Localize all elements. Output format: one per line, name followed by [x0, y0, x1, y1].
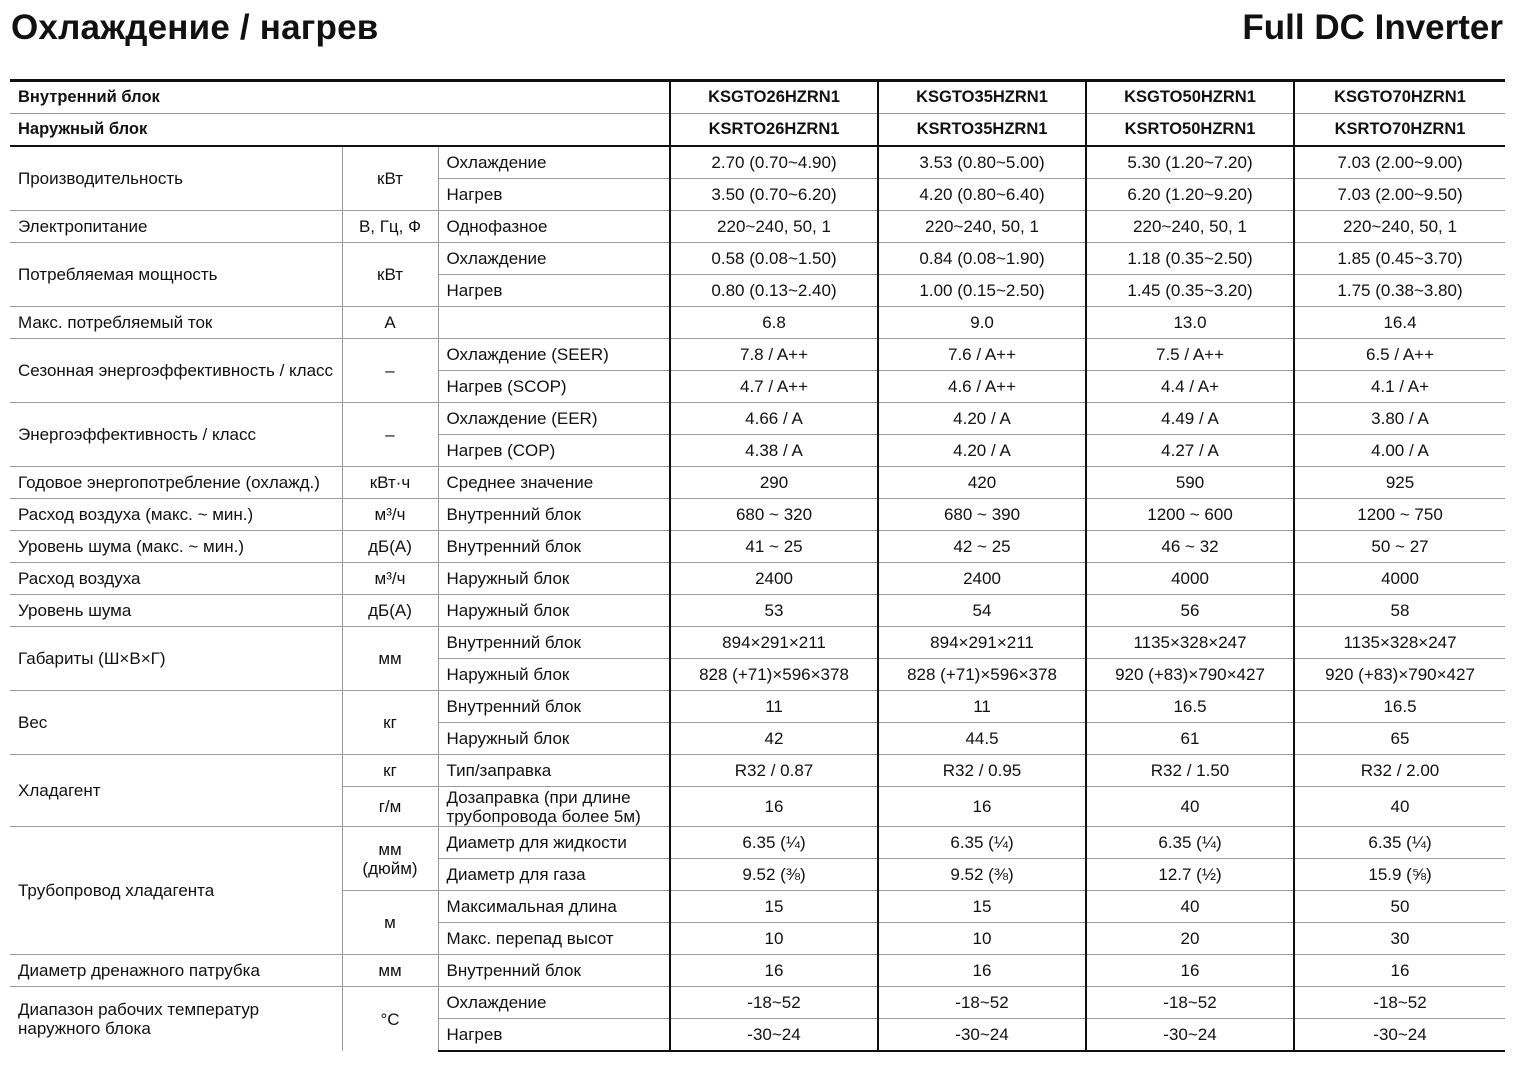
table-row — [10, 403, 1505, 435]
value-cell: 7.03 (2.00~9.50) — [1294, 179, 1505, 211]
value-cell: 5.30 (1.20~7.20) — [1086, 146, 1294, 179]
value-cell: 16 — [878, 955, 1086, 987]
value-cell: 61 — [1086, 723, 1294, 755]
indoor-unit-label: Внутренний блок — [10, 81, 670, 114]
indoor-model: KSGTO70HZRN1 — [1294, 81, 1505, 114]
table-row — [10, 595, 1505, 627]
sub-label: Диаметр для газа — [438, 859, 670, 891]
unit-label: мм — [342, 627, 438, 691]
indoor-model-row — [10, 81, 1505, 114]
value-cell: 50 ~ 27 — [1294, 531, 1505, 563]
param-label: Энергоэффективность / класс — [10, 403, 342, 467]
sub-label: Внутренний блок — [438, 691, 670, 723]
sub-label: Охлаждение (EER) — [438, 403, 670, 435]
value-cell: -30~24 — [878, 1019, 1086, 1052]
unit-label: м³/ч — [342, 499, 438, 531]
sub-label: Нагрев — [438, 1019, 670, 1052]
unit-label: м — [342, 891, 438, 955]
table-row — [10, 307, 1505, 339]
param-label: Годовое энергопотребление (охлажд.) — [10, 467, 342, 499]
table-row — [10, 827, 1505, 859]
unit-label: кВт·ч — [342, 467, 438, 499]
value-cell: 50 — [1294, 891, 1505, 923]
value-cell: 7.03 (2.00~9.00) — [1294, 146, 1505, 179]
sub-label: Внутренний блок — [438, 499, 670, 531]
value-cell: 3.80 / A — [1294, 403, 1505, 435]
value-cell: 6.35 (¼) — [1294, 827, 1505, 859]
sub-label: Охлаждение — [438, 243, 670, 275]
table-row — [10, 467, 1505, 499]
param-label: Уровень шума — [10, 595, 342, 627]
unit-label: мм (дюйм) — [342, 827, 438, 891]
value-cell: 6.8 — [670, 307, 878, 339]
value-cell: 4.4 / A+ — [1086, 371, 1294, 403]
value-cell: 6.35 (¼) — [1086, 827, 1294, 859]
value-cell: 54 — [878, 595, 1086, 627]
value-cell: 7.5 / A++ — [1086, 339, 1294, 371]
unit-label: °C — [342, 987, 438, 1052]
value-cell: 16.5 — [1294, 691, 1505, 723]
value-cell: 1.75 (0.38~3.80) — [1294, 275, 1505, 307]
value-cell: 894×291×211 — [670, 627, 878, 659]
unit-label: дБ(А) — [342, 595, 438, 627]
value-cell: 1.18 (0.35~2.50) — [1086, 243, 1294, 275]
value-cell: 12.7 (½) — [1086, 859, 1294, 891]
value-cell: 16.4 — [1294, 307, 1505, 339]
param-label: Сезонная энергоэффективность / класс — [10, 339, 342, 403]
outdoor-model: KSRTO26HZRN1 — [670, 114, 878, 147]
sub-label: Нагрев (SCOP) — [438, 371, 670, 403]
unit-label: м³/ч — [342, 563, 438, 595]
sub-label: Максимальная длина — [438, 891, 670, 923]
page-title: Охлаждение / нагрев — [11, 8, 379, 47]
value-cell: 9.52 (⅜) — [670, 859, 878, 891]
value-cell: 220~240, 50, 1 — [670, 211, 878, 243]
indoor-model: KSGTO35HZRN1 — [878, 81, 1086, 114]
unit-label: кг — [342, 755, 438, 787]
spec-table — [10, 79, 1505, 1052]
value-cell: 15 — [670, 891, 878, 923]
table-row — [10, 499, 1505, 531]
value-cell: 4.20 (0.80~6.40) — [878, 179, 1086, 211]
value-cell: 828 (+71)×596×378 — [670, 659, 878, 691]
table-row — [10, 955, 1505, 987]
value-cell: -30~24 — [670, 1019, 878, 1052]
value-cell: 925 — [1294, 467, 1505, 499]
value-cell: 1135×328×247 — [1294, 627, 1505, 659]
outdoor-unit-label: Наружный блок — [10, 114, 670, 147]
value-cell: 56 — [1086, 595, 1294, 627]
outdoor-model: KSRTO50HZRN1 — [1086, 114, 1294, 147]
value-cell: 20 — [1086, 923, 1294, 955]
value-cell: 0.80 (0.13~2.40) — [670, 275, 878, 307]
value-cell: R32 / 0.95 — [878, 755, 1086, 787]
value-cell: 10 — [878, 923, 1086, 955]
value-cell: 42 — [670, 723, 878, 755]
value-cell: 16 — [670, 955, 878, 987]
value-cell: 920 (+83)×790×427 — [1086, 659, 1294, 691]
sub-label: Охлаждение — [438, 987, 670, 1019]
value-cell: 4.27 / A — [1086, 435, 1294, 467]
value-cell: 420 — [878, 467, 1086, 499]
value-cell: -18~52 — [1294, 987, 1505, 1019]
value-cell: 1.45 (0.35~3.20) — [1086, 275, 1294, 307]
value-cell: 920 (+83)×790×427 — [1294, 659, 1505, 691]
sub-label: Среднее значение — [438, 467, 670, 499]
value-cell: 6.5 / A++ — [1294, 339, 1505, 371]
value-cell: 16.5 — [1086, 691, 1294, 723]
unit-label: дБ(А) — [342, 531, 438, 563]
sub-label: Наружный блок — [438, 659, 670, 691]
table-row — [10, 755, 1505, 787]
page-subtitle: Full DC Inverter — [1242, 8, 1503, 47]
value-cell: R32 / 2.00 — [1294, 755, 1505, 787]
value-cell: 828 (+71)×596×378 — [878, 659, 1086, 691]
unit-label: кВт — [342, 146, 438, 211]
sub-label: Внутренний блок — [438, 627, 670, 659]
value-cell: 9.0 — [878, 307, 1086, 339]
param-label: Вес — [10, 691, 342, 755]
unit-label: г/м — [342, 787, 438, 827]
unit-label: – — [342, 339, 438, 403]
value-cell: 1200 ~ 600 — [1086, 499, 1294, 531]
table-row — [10, 243, 1505, 275]
value-cell: 894×291×211 — [878, 627, 1086, 659]
value-cell: 7.6 / A++ — [878, 339, 1086, 371]
value-cell: 10 — [670, 923, 878, 955]
value-cell: 13.0 — [1086, 307, 1294, 339]
value-cell: R32 / 0.87 — [670, 755, 878, 787]
value-cell: 40 — [1086, 891, 1294, 923]
outdoor-model: KSRTO70HZRN1 — [1294, 114, 1505, 147]
sub-label: Внутренний блок — [438, 955, 670, 987]
value-cell: 16 — [878, 787, 1086, 827]
value-cell: 2400 — [878, 563, 1086, 595]
value-cell: 1.85 (0.45~3.70) — [1294, 243, 1505, 275]
table-row — [10, 691, 1505, 723]
param-label: Расход воздуха (макс. ~ мин.) — [10, 499, 342, 531]
value-cell: 220~240, 50, 1 — [878, 211, 1086, 243]
sub-label: Охлаждение (SEER) — [438, 339, 670, 371]
sub-label: Охлаждение — [438, 146, 670, 179]
sub-label: Наружный блок — [438, 595, 670, 627]
value-cell: 3.53 (0.80~5.00) — [878, 146, 1086, 179]
value-cell: 6.35 (¼) — [670, 827, 878, 859]
param-label: Электропитание — [10, 211, 342, 243]
value-cell: -18~52 — [878, 987, 1086, 1019]
value-cell: -18~52 — [670, 987, 878, 1019]
sub-label: Однофазное — [438, 211, 670, 243]
value-cell: 4.00 / A — [1294, 435, 1505, 467]
param-label: Уровень шума (макс. ~ мин.) — [10, 531, 342, 563]
value-cell: 290 — [670, 467, 878, 499]
sub-label: Наружный блок — [438, 723, 670, 755]
table-row — [10, 339, 1505, 371]
value-cell: 53 — [670, 595, 878, 627]
sub-label: Макс. перепад высот — [438, 923, 670, 955]
sub-label: Тип/заправка — [438, 755, 670, 787]
sub-label — [438, 307, 670, 339]
outdoor-model: KSRTO35HZRN1 — [878, 114, 1086, 147]
sub-label: Нагрев (COP) — [438, 435, 670, 467]
param-label: Диаметр дренажного патрубка — [10, 955, 342, 987]
value-cell: 1.00 (0.15~2.50) — [878, 275, 1086, 307]
value-cell: 4.6 / A++ — [878, 371, 1086, 403]
value-cell: -30~24 — [1086, 1019, 1294, 1052]
value-cell: 41 ~ 25 — [670, 531, 878, 563]
table-row — [10, 531, 1505, 563]
value-cell: R32 / 1.50 — [1086, 755, 1294, 787]
value-cell: 6.20 (1.20~9.20) — [1086, 179, 1294, 211]
value-cell: 1200 ~ 750 — [1294, 499, 1505, 531]
value-cell: 4.7 / A++ — [670, 371, 878, 403]
indoor-model: KSGTO50HZRN1 — [1086, 81, 1294, 114]
value-cell: 3.50 (0.70~6.20) — [670, 179, 878, 211]
value-cell: 220~240, 50, 1 — [1294, 211, 1505, 243]
value-cell: 16 — [670, 787, 878, 827]
param-label: Расход воздуха — [10, 563, 342, 595]
value-cell: 220~240, 50, 1 — [1086, 211, 1294, 243]
unit-label: – — [342, 403, 438, 467]
value-cell: 9.52 (⅜) — [878, 859, 1086, 891]
value-cell: 4.66 / A — [670, 403, 878, 435]
value-cell: 4.1 / A+ — [1294, 371, 1505, 403]
table-row — [10, 627, 1505, 659]
value-cell: 42 ~ 25 — [878, 531, 1086, 563]
value-cell: 0.84 (0.08~1.90) — [878, 243, 1086, 275]
sub-label: Дозаправка (при длине трубопровода более 5м) — [438, 787, 670, 827]
param-label: Хладагент — [10, 755, 342, 827]
value-cell: -18~52 — [1086, 987, 1294, 1019]
value-cell: 4000 — [1294, 563, 1505, 595]
value-cell: 4.20 / A — [878, 435, 1086, 467]
value-cell: -30~24 — [1294, 1019, 1505, 1052]
value-cell: 2.70 (0.70~4.90) — [670, 146, 878, 179]
value-cell: 4000 — [1086, 563, 1294, 595]
value-cell: 40 — [1294, 787, 1505, 827]
value-cell: 2400 — [670, 563, 878, 595]
outdoor-model-row — [10, 114, 1505, 147]
value-cell: 16 — [1086, 955, 1294, 987]
table-row — [10, 146, 1505, 179]
sub-label: Внутренний блок — [438, 531, 670, 563]
table-row — [10, 987, 1505, 1019]
value-cell: 11 — [878, 691, 1086, 723]
value-cell: 4.20 / A — [878, 403, 1086, 435]
indoor-model: KSGTO26HZRN1 — [670, 81, 878, 114]
value-cell: 4.38 / A — [670, 435, 878, 467]
value-cell: 44.5 — [878, 723, 1086, 755]
value-cell: 680 ~ 390 — [878, 499, 1086, 531]
unit-label: А — [342, 307, 438, 339]
value-cell: 680 ~ 320 — [670, 499, 878, 531]
param-label: Трубопровод хладагента — [10, 827, 342, 955]
sub-label: Нагрев — [438, 275, 670, 307]
value-cell: 15 — [878, 891, 1086, 923]
value-cell: 65 — [1294, 723, 1505, 755]
value-cell: 1135×328×247 — [1086, 627, 1294, 659]
value-cell: 15.9 (⅝) — [1294, 859, 1505, 891]
value-cell: 11 — [670, 691, 878, 723]
value-cell: 40 — [1086, 787, 1294, 827]
value-cell: 58 — [1294, 595, 1505, 627]
sub-label: Диаметр для жидкости — [438, 827, 670, 859]
table-row — [10, 563, 1505, 595]
param-label: Габариты (Ш×В×Г) — [10, 627, 342, 691]
param-label: Потребляемая мощность — [10, 243, 342, 307]
value-cell: 0.58 (0.08~1.50) — [670, 243, 878, 275]
value-cell: 6.35 (¼) — [878, 827, 1086, 859]
unit-label: кг — [342, 691, 438, 755]
unit-label: кВт — [342, 243, 438, 307]
value-cell: 7.8 / A++ — [670, 339, 878, 371]
unit-label: мм — [342, 955, 438, 987]
param-label: Диапазон рабочих температур наружного блока — [10, 987, 342, 1052]
value-cell: 590 — [1086, 467, 1294, 499]
unit-label: В, Гц, Ф — [342, 211, 438, 243]
value-cell: 16 — [1294, 955, 1505, 987]
value-cell: 30 — [1294, 923, 1505, 955]
value-cell: 46 ~ 32 — [1086, 531, 1294, 563]
param-label: Макс. потребляемый ток — [10, 307, 342, 339]
table-row — [10, 211, 1505, 243]
sub-label: Наружный блок — [438, 563, 670, 595]
sub-label: Нагрев — [438, 179, 670, 211]
param-label: Производительность — [10, 146, 342, 211]
value-cell: 4.49 / A — [1086, 403, 1294, 435]
